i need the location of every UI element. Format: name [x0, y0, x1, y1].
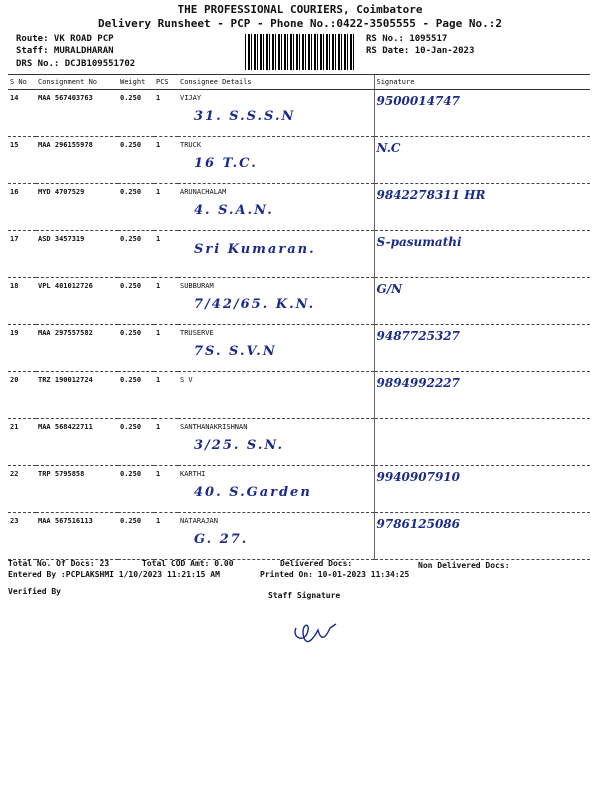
row-consignee	[178, 231, 374, 278]
table-row	[8, 231, 590, 278]
signature-note: G/N	[376, 282, 403, 296]
drs-number: DRS No.: DCJB109551702	[16, 59, 136, 69]
row-consignment-no: TRZ 190012724	[36, 372, 118, 419]
row-consignee	[178, 513, 374, 560]
signature-note: S-pasumathi	[376, 235, 462, 249]
row-signature	[374, 513, 590, 560]
rs-number: RS No.: 1095517	[366, 34, 448, 44]
runsheet-title: Delivery Runsheet - PCP - Phone No.:0422-3505555 - Page No.:2	[98, 17, 502, 30]
rs-date: RS Date: 10-Jan-2023	[366, 46, 475, 56]
row-weight: 0.250	[118, 419, 154, 466]
table-row	[8, 184, 590, 231]
handwritten-address: 3/25. S.N.	[194, 438, 284, 453]
row-weight: 0.250	[118, 466, 154, 513]
row-consignee	[178, 184, 374, 231]
col-pcs-header: PCS	[154, 75, 178, 90]
row-sno: 21	[8, 419, 36, 466]
handwritten-address: 31. S.S.S.N	[194, 109, 296, 124]
row-signature	[374, 231, 590, 278]
route-label: Route: VK ROAD PCP	[16, 34, 114, 44]
consignee-name: NATARAJAN	[180, 517, 218, 525]
row-consignment-no: MAA 568422711	[36, 419, 118, 466]
row-weight: 0.250	[118, 325, 154, 372]
row-consignment-no: TRP 5795858	[36, 466, 118, 513]
row-consignee	[178, 137, 374, 184]
row-signature	[374, 372, 590, 419]
consignee-name: SUBBURAM	[180, 282, 214, 290]
table-row	[8, 466, 590, 513]
row-consignment-no: ASD 3457319	[36, 231, 118, 278]
handwritten-address: 16 T.C.	[194, 156, 258, 171]
table-row	[8, 90, 590, 137]
table-row	[8, 325, 590, 372]
signature-note: 9786125086	[376, 517, 460, 531]
row-sno: 16	[8, 184, 36, 231]
row-signature	[374, 184, 590, 231]
row-pcs: 1	[154, 419, 178, 466]
consignee-name: S V	[180, 376, 193, 384]
non-delivered-docs: Non Delivered Docs:	[418, 561, 510, 570]
row-pcs: 1	[154, 137, 178, 184]
table-row	[8, 278, 590, 325]
col-consignment-header: Consignment No	[36, 75, 118, 90]
row-sno: 15	[8, 137, 36, 184]
row-consignee	[178, 372, 374, 419]
row-consignment-no: MYD 4707529	[36, 184, 118, 231]
handwritten-address: 4. S.A.N.	[194, 203, 274, 218]
col-consignee-header: Consignee Details	[178, 75, 374, 90]
table-row	[8, 372, 590, 419]
col-sno-header: S No	[8, 75, 36, 90]
row-weight: 0.250	[118, 90, 154, 137]
row-pcs: 1	[154, 90, 178, 137]
row-consignment-no: VPL 401012726	[36, 278, 118, 325]
delivered-docs: Delivered Docs:	[280, 559, 353, 568]
row-signature	[374, 325, 590, 372]
table-row	[8, 419, 590, 466]
row-signature	[374, 137, 590, 184]
row-consignment-no: MAA 567403763	[36, 90, 118, 137]
row-sno: 22	[8, 466, 36, 513]
signature-note: 9500014747	[376, 94, 460, 108]
consignee-name: TRUCK	[180, 141, 202, 149]
row-pcs: 1	[154, 278, 178, 325]
handwritten-address: 7S. S.V.N	[194, 344, 277, 359]
row-weight: 0.250	[118, 513, 154, 560]
row-pcs: 1	[154, 231, 178, 278]
row-pcs: 1	[154, 513, 178, 560]
signature-note: 9487725327	[376, 329, 460, 343]
signature-note: 9894992227	[376, 376, 460, 390]
row-sno: 18	[8, 278, 36, 325]
runsheet-table	[8, 74, 590, 560]
handwritten-address: 7/42/65. K.N.	[194, 297, 316, 312]
table-row	[8, 513, 590, 560]
row-consignment-no: MAA 297557582	[36, 325, 118, 372]
signature-note: N.C	[376, 141, 401, 155]
printed-on: Printed On: 10-01-2023 11:34:25	[260, 570, 410, 579]
consignee-name: VIJAY	[180, 94, 202, 102]
row-consignment-no: MAA 296155978	[36, 137, 118, 184]
handwritten-address: Sri Kumaran.	[194, 242, 316, 257]
total-cod: Total COD Amt: 0.00	[142, 559, 234, 568]
barcode	[245, 34, 355, 70]
row-sno: 14	[8, 90, 36, 137]
col-weight-header: Weight	[118, 75, 154, 90]
signature-note: 9842278311 HR	[376, 188, 486, 202]
consignee-name: TRUSERVE	[180, 329, 214, 337]
row-weight: 0.250	[118, 184, 154, 231]
staff-label: Staff: MURALDHARAN	[16, 46, 114, 56]
row-pcs: 1	[154, 184, 178, 231]
row-consignment-no: MAA 567516113	[36, 513, 118, 560]
handwritten-address: G. 27.	[194, 532, 249, 547]
row-sno: 17	[8, 231, 36, 278]
staff-signature-scribble	[286, 608, 356, 652]
consignee-name: KARTHI	[180, 470, 206, 478]
row-sno: 19	[8, 325, 36, 372]
verified-by-label: Verified By	[8, 587, 61, 596]
row-weight: 0.250	[118, 137, 154, 184]
row-consignee	[178, 278, 374, 325]
row-sno: 23	[8, 513, 36, 560]
staff-signature-label: Staff Signature	[268, 591, 341, 600]
row-consignee	[178, 325, 374, 372]
row-signature	[374, 90, 590, 137]
handwritten-address: 40. S.Garden	[194, 485, 312, 500]
row-signature	[374, 278, 590, 325]
entered-by: Entered By :PCPLAKSHMI 1/10/2023 11:21:15 AM	[8, 570, 220, 579]
row-weight: 0.250	[118, 278, 154, 325]
row-pcs: 1	[154, 466, 178, 513]
signature-note: 9940907910	[376, 470, 460, 484]
consignee-name: SANTHANAKRISHNAN	[180, 423, 248, 431]
table-row	[8, 137, 590, 184]
row-pcs: 1	[154, 372, 178, 419]
col-signature-header: Signature	[374, 75, 590, 90]
row-weight: 0.250	[118, 231, 154, 278]
row-consignee	[178, 419, 374, 466]
row-signature	[374, 466, 590, 513]
row-signature	[374, 419, 590, 466]
row-pcs: 1	[154, 325, 178, 372]
table-header-row	[8, 75, 590, 90]
row-consignee	[178, 466, 374, 513]
row-weight: 0.250	[118, 372, 154, 419]
row-consignee	[178, 90, 374, 137]
company-title: THE PROFESSIONAL COURIERS, Coimbatore	[177, 3, 423, 16]
consignee-name: ARUNACHALAM	[180, 188, 227, 196]
total-docs: Total No. Of Docs: 23	[8, 559, 110, 568]
row-sno: 20	[8, 372, 36, 419]
